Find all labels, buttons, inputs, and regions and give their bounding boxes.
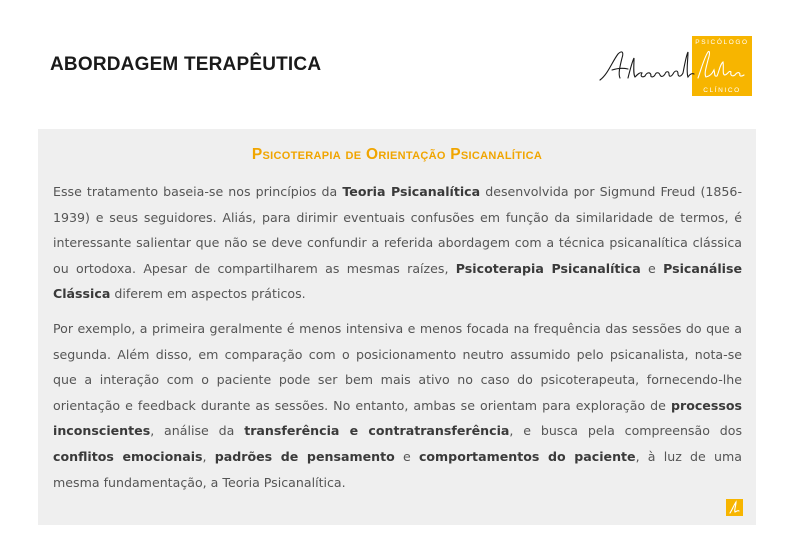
bold-term: conflitos emocionais [53,448,203,464]
text-run: , e busca pela compreensão dos [509,423,743,439]
page-title: ABORDAGEM TERAPÊUTICA [50,54,322,75]
bold-term: padrões de pensamento [214,448,395,464]
brand-mark-icon [726,499,743,516]
text-run: , [202,448,215,464]
bold-term: Teoria Psicanalítica [342,184,481,199]
text-run: Por exemplo, a primeira geralmente é menos intensiva e menos focada na frequência das sessões do que a segunda. Além disso, em comparação com o posicionamento neutro assumido pelo psicanalista, nota-se que a interação com o paciente pode ser bem mais ativo no caso do psicoterapeuta, fornecendo-lhe orientação e feedback durante as sessões. No entanto, ambas se orientam para exploração de [53,321,742,413]
paragraph-2 [53,316,742,495]
bold-term: Psicanálise Clássica [53,260,742,302]
paragraph-1 [53,179,742,307]
logo-top-label: PSICÓLOGO [695,39,749,46]
bold-term: Psicoterapia Psicanalítica [455,260,641,276]
text-run: desenvolvida por Sigmund Freud (1856-1939) e seus seguidores. Aliás, para dirimir eventuais confusões em função da similaridade de termos, é interessante salientar que não se deve confundir a referida abordagem com a técnica psicanalítica clássica ou ortodoxa. Apesar de compartilharem as mesmas raízes, [53,184,742,276]
signature-logo-image [598,44,748,90]
text-run: Esse tratamento baseia-se nos princípios da [53,184,343,199]
section-title: Psicoterapia de Orientação Psicanalítica [251,146,543,163]
bold-term: processos inconscientes [53,397,742,439]
text-run: , à luz de uma mesma fundamentação, a Teoria Psicanalítica. [53,448,742,490]
text-run: e [394,448,419,464]
bold-term: comportamentos do paciente [418,448,636,464]
logo-bottom-label: CLÍNICO [703,87,741,94]
content-panel [38,129,756,525]
text-run: e [640,260,664,276]
bold-term: transferência e contratransferência [244,423,510,439]
text-run: diferem em aspectos práticos. [110,286,306,302]
text-run: , análise da [150,423,245,439]
brand-logo [598,36,754,98]
